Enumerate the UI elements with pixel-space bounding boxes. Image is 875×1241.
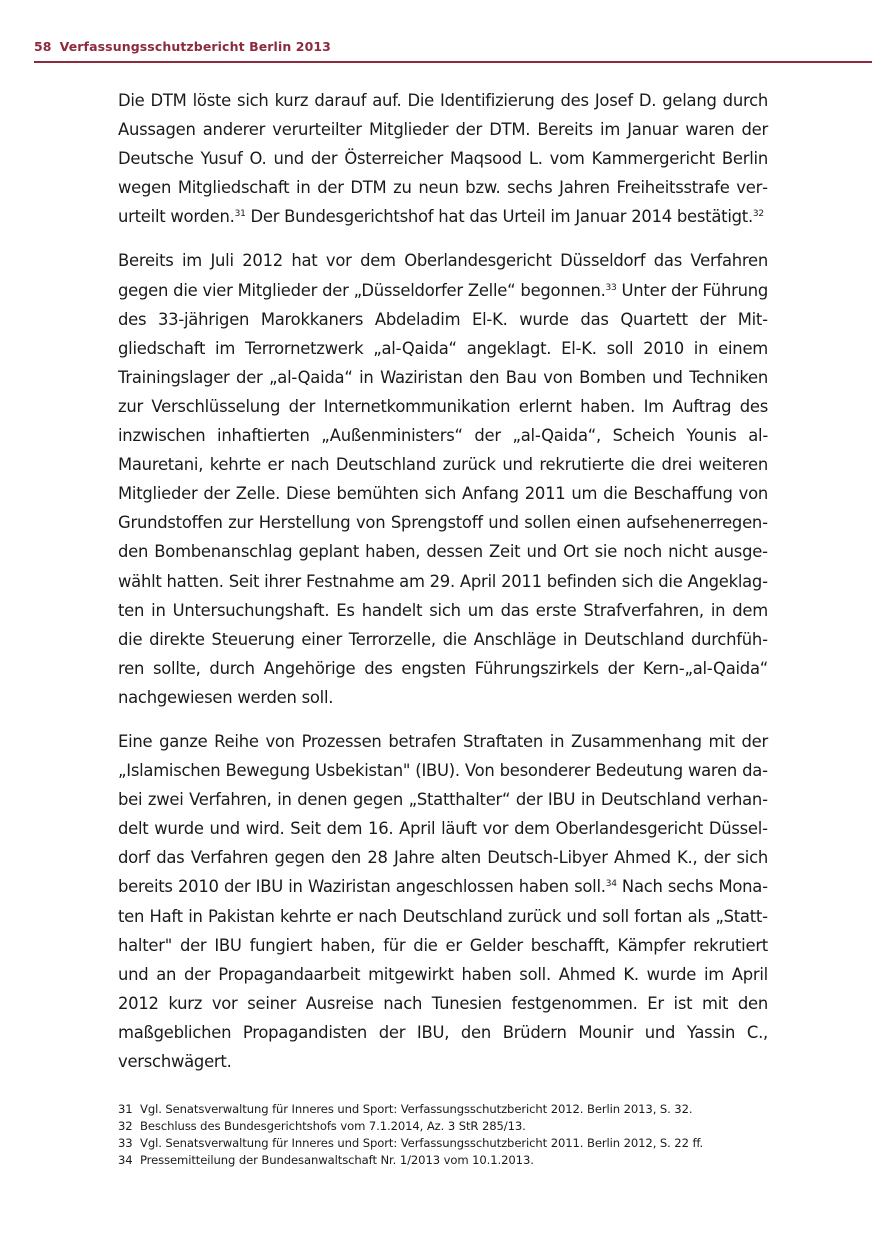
body-text bbox=[118, 86, 768, 1091]
text-run: Eine ganze Reihe von Prozessen betrafen Straftaten in Zusammenhang mit der „Islamischen Bewegung Usbekistan" (IBU). Von besonderer Bedeutung waren dabei zwei Verfahren, in denen gegen „Statthalter“ der IBU in Deutschland verhandelt wurde und wird. Seit dem 16. April läuft vor dem Oberlandesgericht Düsseldorf das Verfahren gegen den 28 Jahre alten Deutsch-Libyer Ahmed K., der sich bereits 2010 der IBU in Waziristan angeschlossen haben soll. bbox=[118, 731, 768, 897]
page-number: 58 bbox=[34, 39, 52, 54]
footnote-ref[interactable]: 34 bbox=[605, 879, 617, 890]
footnote-number: 31 bbox=[118, 1102, 133, 1116]
text-run: Die DTM löste sich kurz darauf auf. Die Identifizierung des Josef D. gelang durch Aussagen anderer verurteilter Mitglieder der DTM. Bereits im Januar waren der Deutsche Yusuf O. und der Österreicher Maqsood L. vom Kammergericht Berlin wegen Mitgliedschaft in der DTM zu neun bzw. sechs Jahren Freiheitsstrafe verurteilt worden. bbox=[118, 91, 768, 227]
text-run: Nach sechs Monaten Haft in Pakistan kehrte er nach Deutschland zurück und soll fortan als „Statthalter" der IBU fungiert haben, für die er Gelder beschafft, Kämpfer rekrutiert und an der Propagandaarbeit mitgewirkt haben soll. Ahmed K. wurde im April 2012 kurz vor seiner Ausreise nach Tunesien festgenommen. Er ist mit den maßgeblichen Propagandisten der IBU, den Brüdern Mounir und Yassin C., verschwägert. bbox=[118, 877, 768, 1071]
footnote bbox=[118, 1135, 818, 1152]
paragraph bbox=[118, 727, 768, 1076]
footnote-number: 33 bbox=[118, 1136, 133, 1150]
footnote-ref[interactable]: 32 bbox=[752, 209, 764, 220]
footnote-ref[interactable]: 33 bbox=[605, 282, 617, 293]
footnote bbox=[118, 1118, 818, 1135]
running-header bbox=[34, 39, 872, 63]
footnote-text: Beschluss des Bundesgerichtshofs vom 7.1.2014, Az. 3 StR 285/13. bbox=[140, 1119, 526, 1133]
footnote-ref[interactable]: 31 bbox=[234, 209, 246, 220]
text-run: Bereits im Juli 2012 hat vor dem Oberlandesgericht Düsseldorf das Verfahren gegen die vier Mitglieder der „Düsseldorfer Zelle“ begonnen. bbox=[118, 251, 768, 300]
footnote bbox=[118, 1101, 818, 1118]
paragraph bbox=[118, 246, 768, 712]
paragraph bbox=[118, 86, 768, 231]
footnotes bbox=[118, 1101, 818, 1169]
publication-title: Verfassungsschutzbericht Berlin 2013 bbox=[59, 39, 331, 54]
text-run: Der Bundesgerichtshof hat das Urteil im Januar 2014 bestätigt. bbox=[245, 207, 753, 227]
footnote-text: Vgl. Senatsverwaltung für Inneres und Sport: Verfassungsschutzbericht 2011. Berlin 2012, S. 22 ff. bbox=[140, 1136, 704, 1150]
footnote bbox=[118, 1152, 818, 1169]
text-run: Unter der Führung des 33-jährigen Marokkaners Abdeladim El-K. wurde das Quartett der Mitgliedschaft im Terrornetzwerk „al-Qaida“ angeklagt. El-K. soll 2010 in einem Trainingslager der „al-Qaida“ in Waziristan den Bau von Bomben und Techniken zur Verschlüsselung der Internetkommunikation erlernt haben. Im Auftrag des inzwischen inhaftierten „Außenministers“ der „al-Qaida“, Scheich Younis al-Mauretani, kehrte er nach Deutschland zurück und rekrutierte die drei weiteren Mitglieder der Zelle. Diese bemühten sich Anfang 2011 um die Beschaffung von Grundstoffen zur Herstellung von Sprengstoff und sollen einen aufsehenerregenden Bombenanschlag geplant haben, dessen Zeit und Ort sie noch nicht ausgewählt hatten. Seit ihrer Festnahme am 29. April 2011 befinden sich die Angeklagten in Untersuchungshaft. Es handelt sich um das erste Strafverfahren, in dem die direkte Steuerung einer Terrorzelle, die Anschläge in Deutschland durchführen sollte, durch Angehörige des engsten Führungszirkels der Kern-„al-Qaida“ nachgewiesen werden soll. bbox=[118, 280, 768, 707]
footnote-text: Pressemitteilung der Bundesanwaltschaft Nr. 1/2013 vom 10.1.2013. bbox=[140, 1153, 534, 1167]
footnote-number: 32 bbox=[118, 1119, 133, 1133]
footnote-number: 34 bbox=[118, 1153, 133, 1167]
footnote-text: Vgl. Senatsverwaltung für Inneres und Sport: Verfassungsschutzbericht 2012. Berlin 2013, S. 32. bbox=[140, 1102, 693, 1116]
